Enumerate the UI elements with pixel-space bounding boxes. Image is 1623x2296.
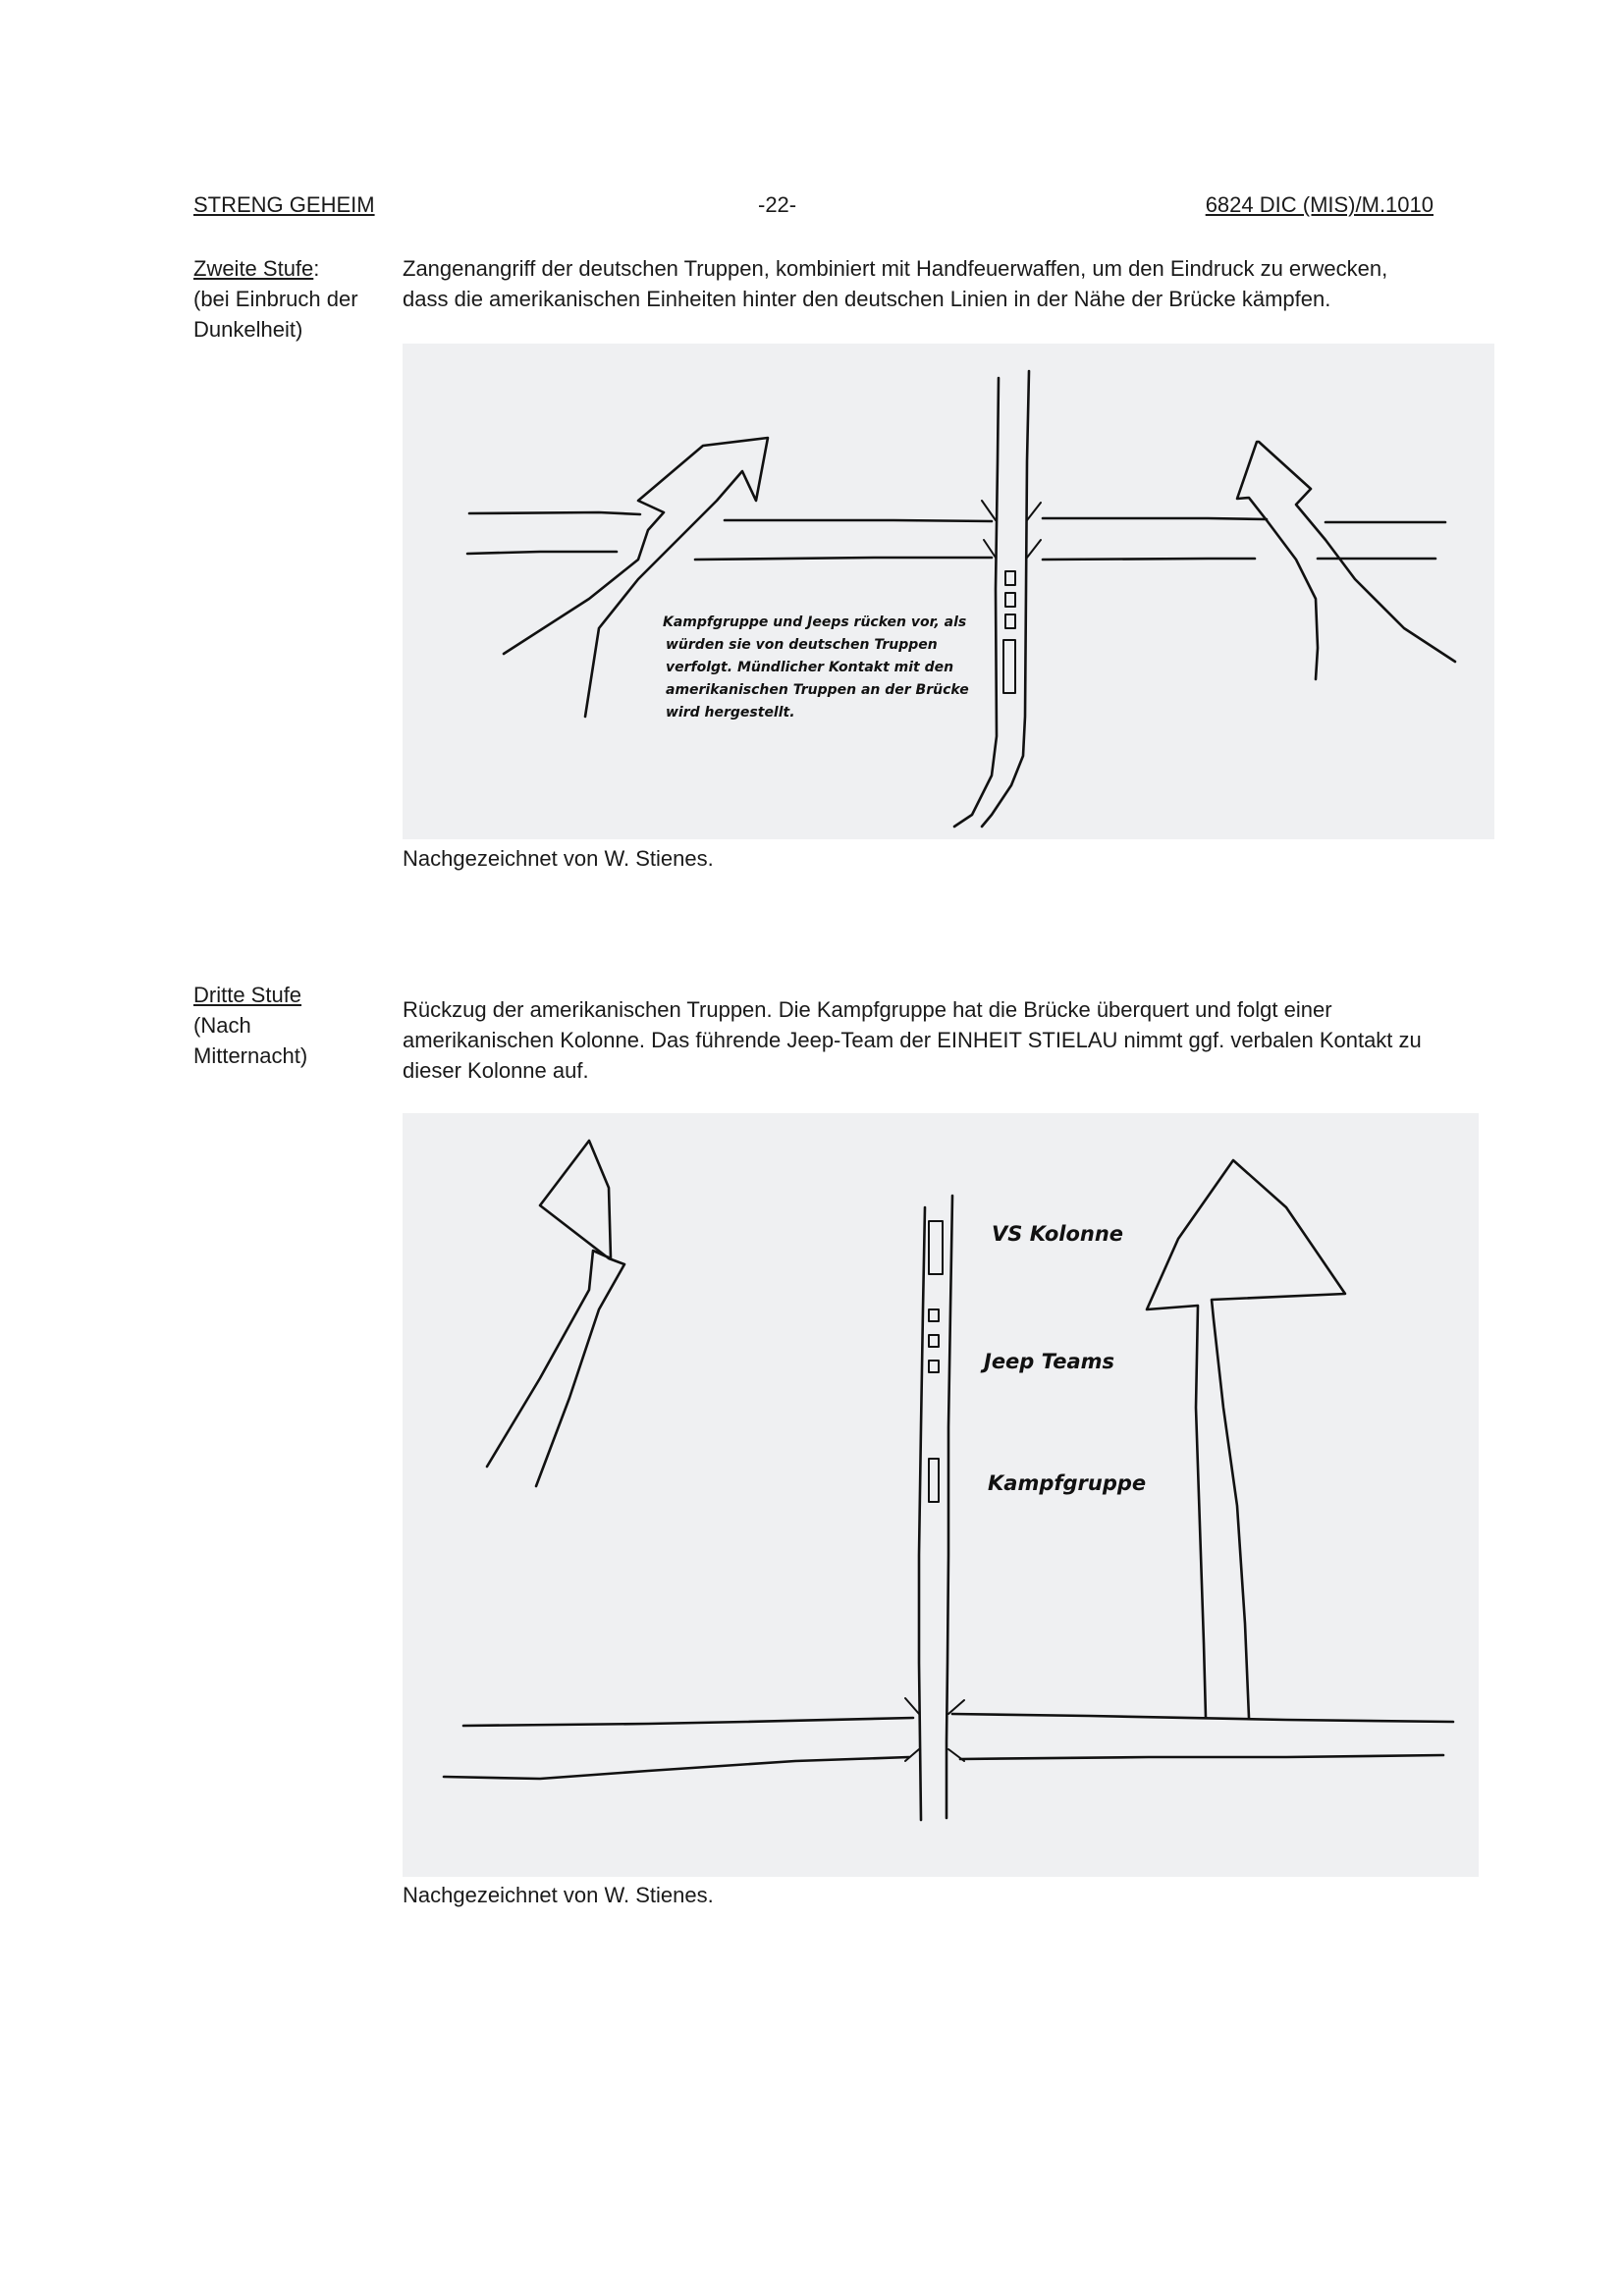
stage2-sketch-drawing	[403, 344, 1494, 839]
left-retreat-arrow	[487, 1141, 624, 1486]
road-upper-left	[469, 512, 640, 514]
stage3-text-line: Rückzug der amerikanischen Truppen. Die Kampfgruppe hat die Brücke überquert und folgt einer	[403, 997, 1332, 1022]
stage2-label	[193, 253, 390, 345]
road-upper-right	[952, 1714, 1453, 1722]
stage2-text-line: Zangenangriff der deutschen Truppen, kombiniert mit Handfeuerwaffen, um den Eindruck zu erwecken,	[403, 256, 1388, 281]
right-pincer-arrow	[1237, 442, 1455, 679]
jeep-marker	[929, 1335, 939, 1347]
road-vertical-left	[954, 378, 999, 827]
road-lower-right	[1043, 559, 1255, 560]
jeep-marker	[1005, 614, 1015, 628]
right-retreat-arrow	[1147, 1160, 1345, 1718]
road-vertical-left	[919, 1207, 925, 1820]
road-lower-mid	[695, 558, 992, 560]
stage3-subtitle-1: (Nach	[193, 1013, 251, 1038]
sketch-label-jeeps: Jeep Teams	[984, 1350, 1115, 1373]
stage3-title: Dritte Stufe	[193, 983, 302, 1007]
sketch-note-line	[666, 682, 969, 698]
road-lower-left	[444, 1757, 909, 1779]
jeep-marker	[1005, 593, 1015, 607]
jeep-marker	[1005, 571, 1015, 585]
bridge-tick	[982, 501, 1041, 558]
page-number: -22-	[758, 192, 797, 217]
sketch-label-column: VS Kolonne	[992, 1222, 1124, 1246]
sketch-note-line	[666, 660, 953, 675]
sketch-note-line	[666, 637, 938, 653]
road-upper-left	[463, 1718, 913, 1726]
stage3-subtitle-2: Mitternacht)	[193, 1043, 308, 1068]
road-lower-left	[467, 552, 617, 554]
stage3-label	[193, 980, 390, 1071]
stage3-sketch-drawing	[403, 1113, 1479, 1877]
road-upper-right	[1043, 518, 1267, 519]
stage2-text-line: dass die amerikanischen Einheiten hinter den deutschen Linien in der Nähe der Brücke kämpfen.	[403, 287, 1331, 311]
road-vertical-right	[947, 1196, 952, 1818]
sketch-label-battle-group: Kampfgruppe	[988, 1471, 1147, 1495]
battle-group-marker	[929, 1459, 939, 1502]
stage3-text-line: dieser Kolonne auf.	[403, 1058, 589, 1083]
column-marker	[929, 1221, 943, 1274]
battle-group-marker	[1003, 640, 1015, 693]
sketch-note-line	[666, 705, 795, 721]
bridge-tick	[905, 1698, 964, 1761]
stage2-title: Zweite Stufe	[193, 256, 314, 281]
sketch-note-line: amerikanischen Truppen an der Brücke	[666, 682, 969, 698]
stage2-subtitle-1: (bei Einbruch der	[193, 287, 358, 311]
stage3-caption: Nachgezeichnet von W. Stienes.	[403, 1883, 714, 1907]
jeep-marker	[929, 1361, 939, 1372]
road-upper-mid	[725, 520, 992, 521]
stage2-title-colon: :	[313, 256, 320, 281]
classification-label: STRENG GEHEIM	[193, 192, 375, 217]
road-lower-right	[960, 1755, 1443, 1759]
sketch-note-line: wird hergestellt.	[666, 705, 795, 721]
stage2-subtitle-2: Dunkelheit)	[193, 317, 303, 342]
document-reference: 6824 DIC (MIS)/M.1010	[1205, 192, 1434, 217]
stage3-text-line: amerikanischen Kolonne. Das führende Jeep-Team der EINHEIT STIELAU nimmt ggf. verbalen Kontakt zu	[403, 1028, 1422, 1052]
stage2-description	[403, 253, 1453, 314]
page-header	[193, 192, 1434, 224]
sketch-note-line: würden sie von deutschen Truppen	[666, 637, 938, 653]
sketch-note-line: verfolgt. Mündlicher Kontakt mit den	[666, 660, 954, 675]
stage3-description	[403, 994, 1453, 1086]
stage3-sketch	[403, 1113, 1479, 1877]
stage2-caption: Nachgezeichnet von W. Stienes.	[403, 846, 714, 871]
sketch-note-line: Kampfgruppe und Jeeps rücken vor, als	[663, 614, 967, 630]
stage2-sketch	[403, 344, 1494, 839]
jeep-marker	[929, 1309, 939, 1321]
sketch-note-line	[663, 614, 966, 630]
